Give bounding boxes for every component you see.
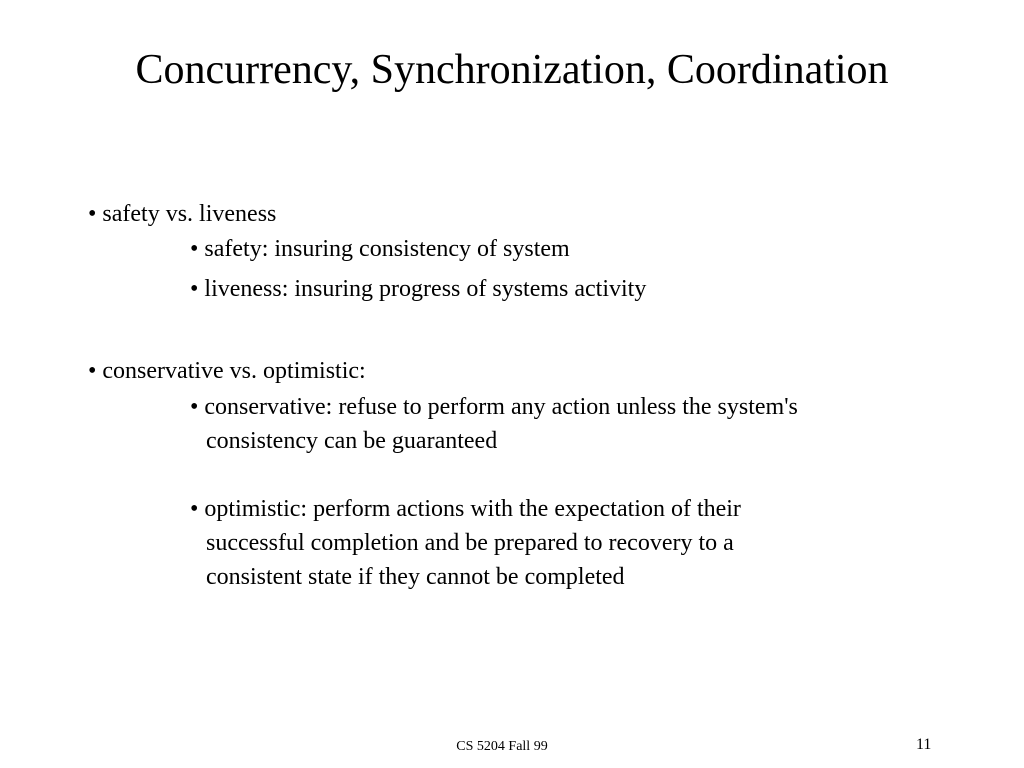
sub-bullet-optimistic-continuation-1 xyxy=(190,526,734,560)
sub-bullet-optimistic-line-3: consistent state if they cannot be completed xyxy=(206,564,625,590)
sub-bullet-liveness: • liveness: insuring progress of systems activity xyxy=(190,276,647,302)
sub-bullet-safety: • safety: insuring consistency of system xyxy=(190,236,570,262)
sub-bullet-optimistic xyxy=(190,492,741,526)
footer-course-label: CS 5204 Fall 99 xyxy=(456,739,548,754)
sub-bullet-conservative-line-1: • conservative: refuse to perform any action unless the system's xyxy=(190,394,798,420)
sub-bullet-optimistic-line-1: • optimistic: perform actions with the expectation of their xyxy=(190,496,741,522)
bullet-safety-vs-liveness: • safety vs. liveness xyxy=(88,201,277,227)
sub-bullet-optimistic-continuation-2 xyxy=(190,560,625,594)
sub-bullet-optimistic-line-2: successful completion and be prepared to recovery to a xyxy=(206,530,734,556)
sub-bullet-conservative-line-2: consistency can be guaranteed xyxy=(206,428,498,454)
bullet-conservative-vs-optimistic: • conservative vs. optimistic: xyxy=(88,358,366,384)
slide-page-number: 11 xyxy=(916,736,932,753)
sub-bullet-conservative-continuation xyxy=(190,424,497,458)
sub-bullet-conservative xyxy=(190,390,798,424)
slide-title: Concurrency, Synchronization, Coordination xyxy=(135,47,889,93)
